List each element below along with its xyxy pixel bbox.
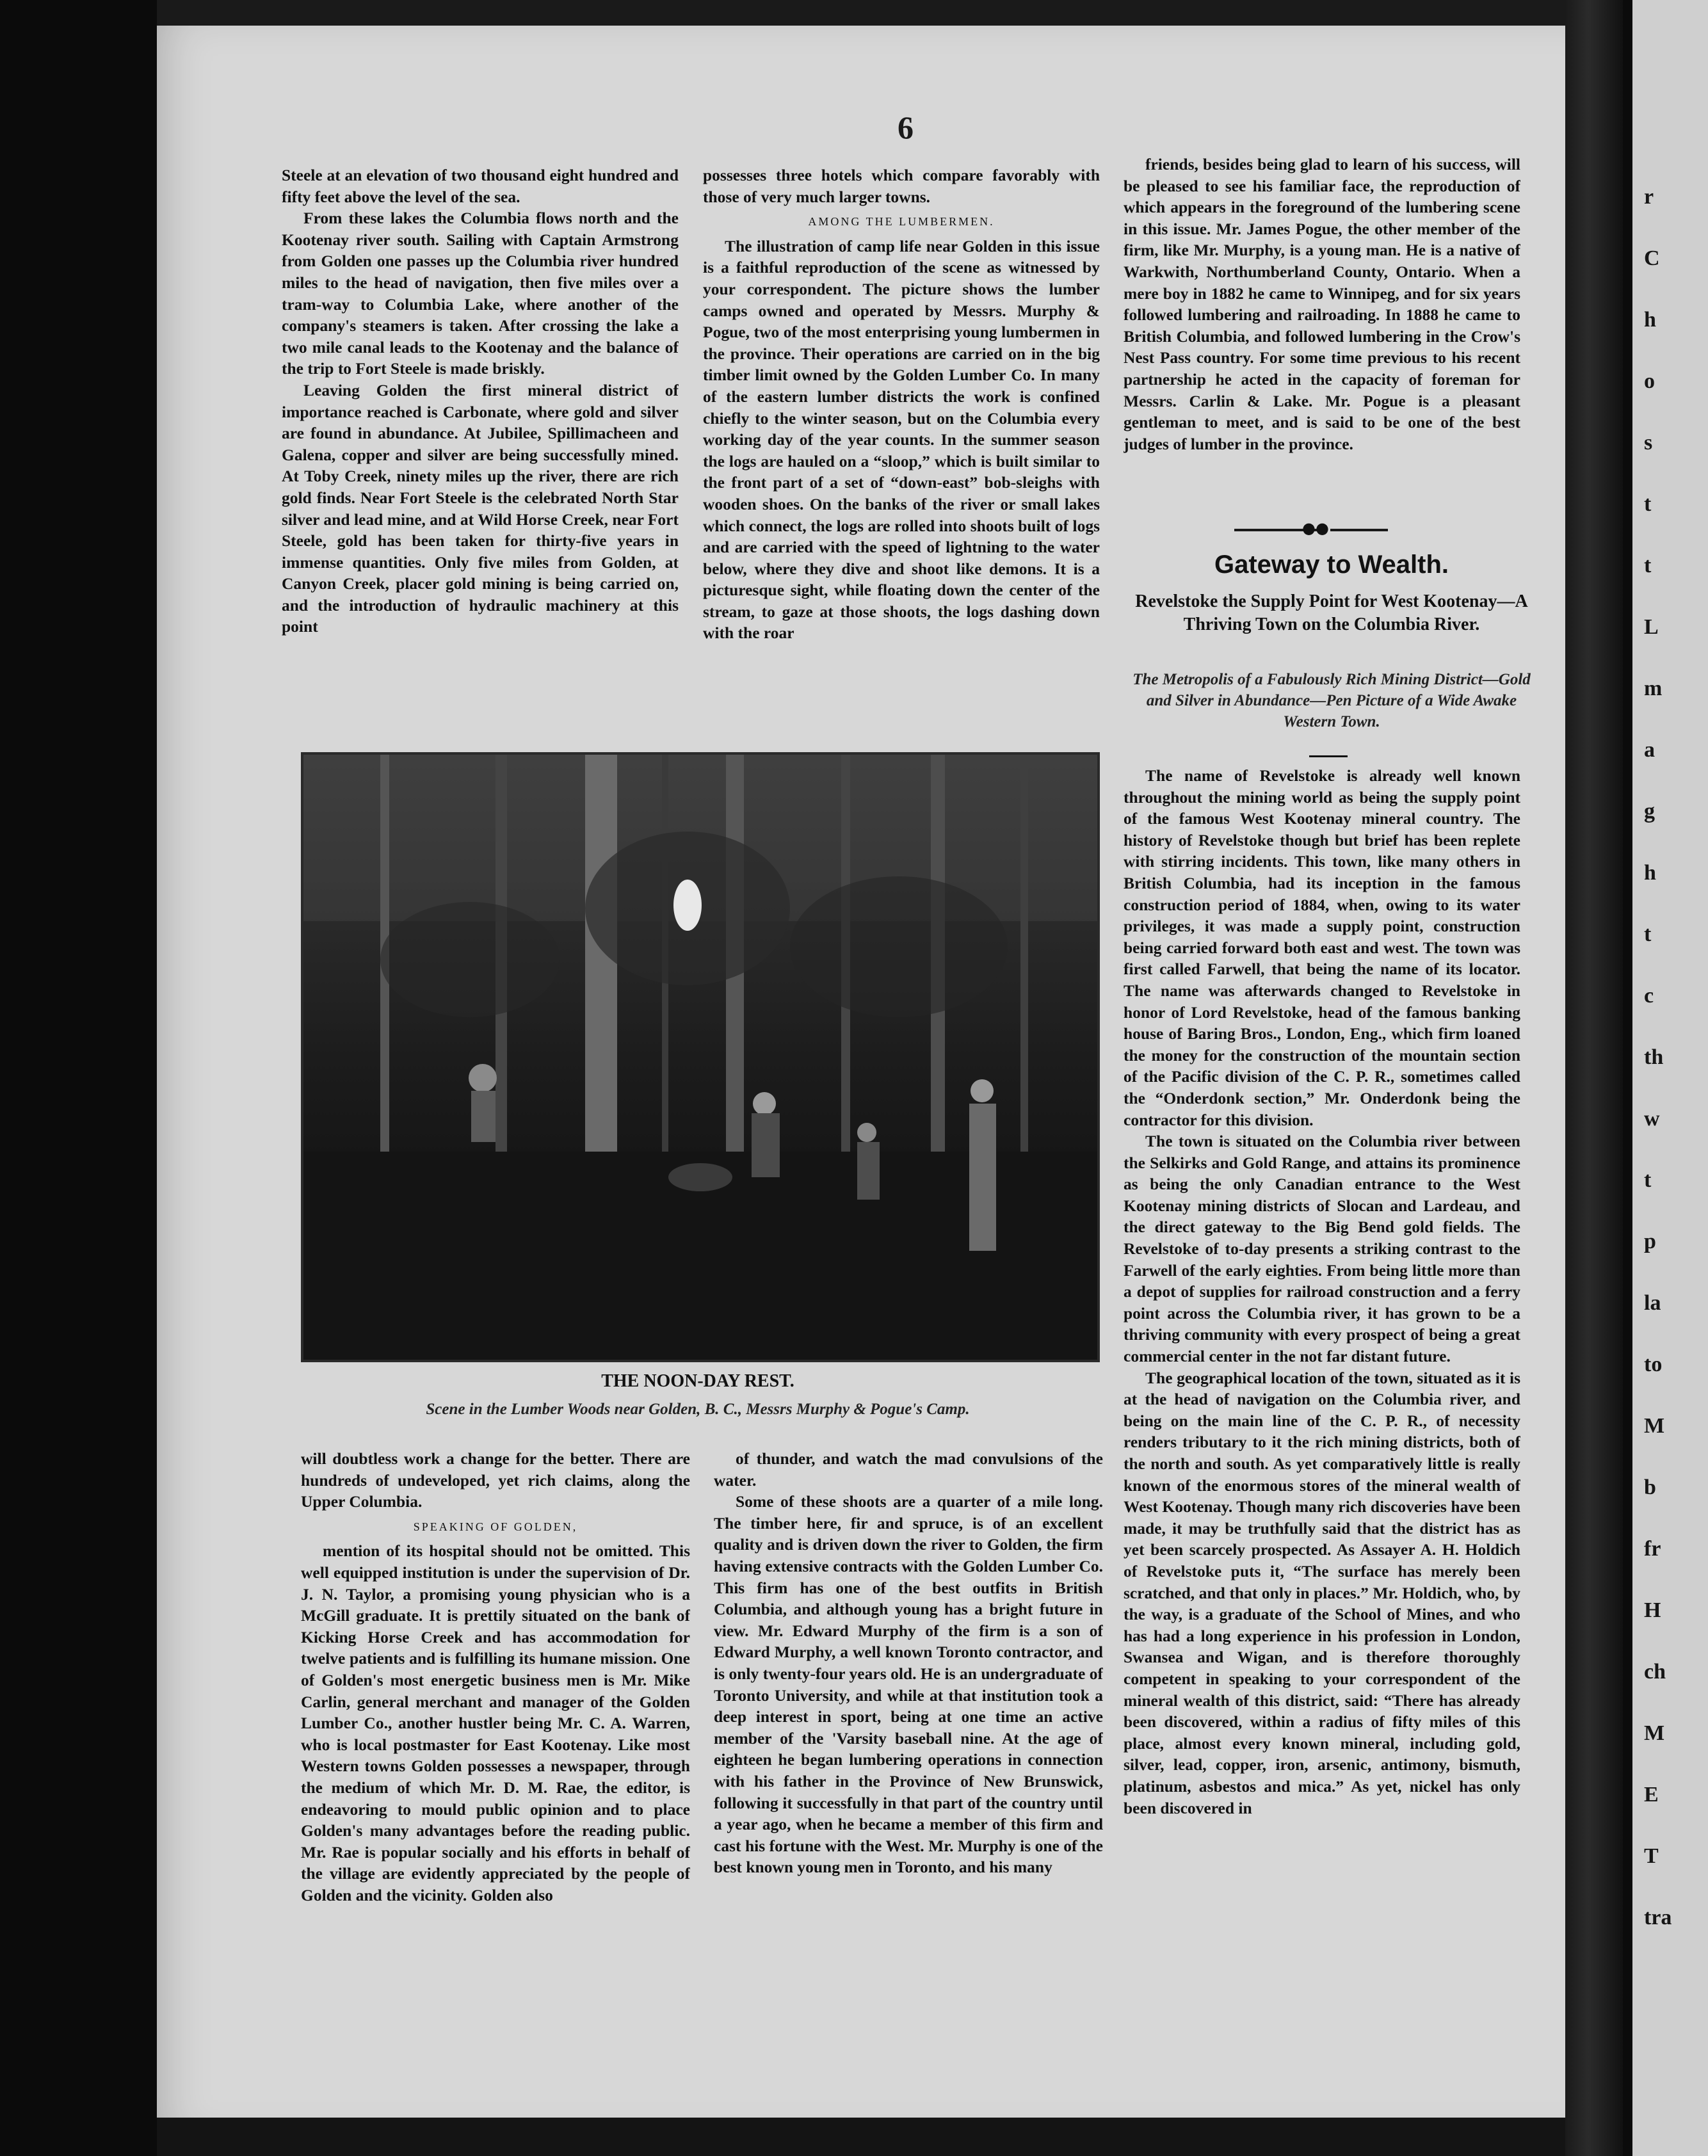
adjacent-page-text: w [1644, 1107, 1660, 1130]
adjacent-page-text: tra [1644, 1906, 1672, 1929]
adjacent-page-text: o [1644, 369, 1655, 393]
adjacent-page-text: fr [1644, 1537, 1661, 1561]
adjacent-page-text: M [1644, 1721, 1665, 1745]
right-column-top [1124, 154, 1520, 499]
bottom-column-1 [301, 1448, 690, 1986]
paragraph: Some of these shoots are a quarter of a mile long. The timber here, fir and spruce, is of an excellent quality and is driven down the river to Golden, the firm having extensive contracts with the Golden Lumber Co. This firm has one of the best outfits in British Columbia, and although young has a bright future in view. Mr. Edward Murphy of the firm is a son of Edward Murphy, a well known Toronto contractor, and is only twenty-four years old. He is an undergraduate of Toronto University, and while at that institution took a deep interest in sport, being at one time an active member of the 'Varsity baseball nine. At the age of eighteen he began lumbering operations in connection with his father in the Province of New Brunswick, following it successfully in that part of the country until a year ago, when he became a member of this firm and cast his fortune with the West. Mr. Murphy is one of the best known young men in Toronto, and his many [714, 1492, 1103, 1877]
section-divider-ornament: ●● [1302, 519, 1329, 537]
adjacent-page-text: C [1644, 246, 1660, 270]
top-column-1 [282, 165, 679, 718]
paragraph: friends, besides being glad to learn of his success, will be pleased to see his familiar face, the reproduction of which appears in the foreground of the lumbering scene in this issue. Mr. James Pogue, the other member of the firm, like Mr. Murphy, is a young man. He is a native of Warkwith, Northumberland County, Ontario. When a mere boy in 1882 he came to Winnipeg, and for six years followed lumbering and railroading. In 1888 he came to British Columbia, and followed lumbering in the Crow's Nest Pass country. For some time previous to his recent partnership he acted in the capacity of foreman for Messrs. Carlin & Lake. Mr. Pogue is a pleasant gentleman to meet, and is said to be one of the best judges of lumber in the province. [1124, 155, 1520, 453]
adjacent-page-text: p [1644, 1230, 1656, 1253]
adjacent-page-text: th [1644, 1045, 1664, 1069]
adjacent-page-text: ch [1644, 1660, 1666, 1684]
paragraph: The town is situated on the Columbia river between the Selkirks and Gold Range, and attains its prominence as being the only Canadian entrance to the West Kootenay mining districts of Slocan and Lardeau, and the direct gateway to the Big Bend gold fields. The Revelstoke of to-day presents a striking contrast to the Farwell of the early eighties. From being little more than a depot of supplies for railroad construction and a ferry point across the Columbia river, it has grown to be a thriving community with every prospect of being a great commercial center in the not far distant future. [1124, 1132, 1520, 1366]
adjacent-page-text: M [1644, 1414, 1665, 1438]
adjacent-page-text: g [1644, 800, 1655, 823]
article-deck: Revelstoke the Supply Point for West Kootenay—A Thriving Town on the Columbia River. [1135, 591, 1528, 634]
adjacent-page-text: h [1644, 308, 1656, 332]
paragraph: Leaving Golden the first mineral district of importance reached is Carbonate, where gold and silver are found in abundance. At Jubilee, Spillimacheen and Galena, copper and silver are being successfully mined. At Toby Creek, ninety miles up the river, there are rich gold finds. Near Fort Steele is the celebrated North Star silver and lead mine, and at Wild Horse Creek, near Fort Steele, gold has been taken for thirty-five years in immense quantities. Only five miles from Golden, at Canyon Creek, placer gold mining is being carried on, and the introduction of hydraulic machinery at this point [282, 380, 679, 636]
adjacent-page-text: a [1644, 738, 1655, 762]
paragraph: The name of Revelstoke is already well known throughout the mining world as being the supply point of the famous West Kootenay mineral country. The history of Revelstoke though but brief has been replete with stirring incidents. This town, like many others in British Columbia, had its inception in the famous construction period of 1884, when, owing to its water privileges, it was made a supply point, construction being carried forward both east and west. The town was first called Farwell, that being the name of its locator. The name was afterwards changed to Revelstoke in honor of Lord Revelstoke, head of the famous banking house of Baring Bros., London, Eng., which firm loaned the money for the construction of the mountain section of the Pacific division of the C. P. R., sometimes called the “Onderdonk section,” Mr. Onderdonk being the contractor for this division. [1124, 766, 1520, 1129]
adjacent-page-text: to [1644, 1353, 1663, 1376]
section-divider [1330, 529, 1388, 531]
paragraph: of thunder, and watch the mad convulsions of the water. [714, 1449, 1103, 1490]
bottom-column-2 [714, 1448, 1103, 1986]
adjacent-page-text: la [1644, 1291, 1661, 1315]
page-bottom-edge [157, 2118, 1623, 2156]
article-headline: Gateway to Wealth. [1214, 551, 1449, 579]
lead-paragraph: will doubtless work a change for the better. There are hundreds of undeveloped, yet rich claims, along the Upper Columbia. [301, 1449, 690, 1511]
lumber-camp-photo [301, 752, 1100, 1362]
paragraph: Steele at an elevation of two thousand eight hundred and fifty feet above the level of the sea. [282, 166, 679, 206]
adjacent-page-text: s [1644, 431, 1653, 455]
page-gutter [1565, 0, 1623, 2156]
page-number: 6 [898, 109, 914, 145]
adjacent-page-text: H [1644, 1598, 1661, 1622]
adjacent-page-text: L [1644, 615, 1659, 639]
paragraph: The geographical location of the town, situated as it is at the head of navigation on the Columbia river, and being on the main line of the C. P. R., of necessity renders tributary to it the rich mining districts, both of the north and south. As yet comparatively little is really known of the enormous stores of the mineral wealth of West Kootenay. Though many rich discoveries have been made, it may be truthfully said that the district has as yet been scarcely prospected. As Assayer A. H. Holdich of Revelstoke puts it, “The surface has merely been scratched, and that only in places.” Mr. Holdich, who, by the way, is a graduate of the School of Mines, and who has had a long experience in his profession in London, Swansea and Wigan, and is therefore thoroughly competent in speaking to your correspondent of the mineral wealth of this district, said: “There has already been discovered, within a radius of fifty miles of this place, almost every known mineral, including gold, silver, lead, copper, iron, arsenic, antimony, bismuth, platinum, asbestos and mica.” As yet, nickel has only been discovered in [1124, 1368, 1520, 1817]
adjacent-page-edge [1632, 0, 1708, 2156]
section-subhead: AMONG THE LUMBERMEN. [808, 215, 995, 229]
paragraph: The illustration of camp life near Golden in this issue is a faithful reproduction of the scene as witnessed by your correspondent. The picture shows the lumber camps owned and operated by Messrs. Murphy & Pogue, two of the most enterprising young lumbermen in the province. Their operations are carried on in the big timber limit owned by the Golden Lumber Co. In many of the eastern lumber districts the work is confined chiefly to the winter season, but on the Columbia every working day of the year counts. In the summer season the logs are hauled on a “sloop,” which is built similar to the front part of a set of “down-east” bob-sleighs with wooden shoes. On the banks of the river or small lakes which connect, the logs are rolled into shoots built of logs and are carried with the speed of lightning to the water below, where they dive and shoot like demons. It is a picturesque sight, while floating down the center of the stream, to gaze at those shoots, the logs dashing down with the roar [703, 236, 1100, 643]
adjacent-page-text: t [1644, 1168, 1652, 1192]
adjacent-page-text: h [1644, 861, 1656, 885]
photo-caption-title: THE NOON-DAY REST. [601, 1371, 794, 1391]
forest-scene-image [303, 755, 1097, 1360]
adjacent-page-text: T [1644, 1844, 1659, 1868]
lead-paragraph: possesses three hotels which compare favorably with those of very much larger towns. [703, 166, 1100, 206]
adjacent-page-text: t [1644, 922, 1652, 946]
paragraph: From these lakes the Columbia flows north and the Kootenay river south. Sailing with Captain Armstrong from Golden one passes up the Columbia river hundred miles to the head of navigation, then five miles over a tram-way to Columbia Lake, where another of the company's steamers is taken. After crossing the lake a two mile canal leads to the Kootenay and the balance of the trip to Fort Steele is made briskly. [282, 209, 679, 378]
page-top-edge [157, 0, 1623, 26]
headline-rule [1309, 755, 1348, 757]
article-body [1124, 765, 1520, 1949]
adjacent-page-text: c [1644, 984, 1654, 1008]
paragraph: mention of its hospital should not be omitted. This well equipped institution is under the supervision of Dr. J. N. Taylor, a promising young physician who is a McGill graduate. It is prettily situated on the bank of Kicking Horse Creek and has accommodation for twelve patients and is fulfilling its humane mission. One of Golden's most energetic business men is Mr. Mike Carlin, general merchant and manager of the Golden Lumber Co., another hustler being Mr. C. A. Warren, who is local postmaster for East Kootenay. Like most Western towns Golden possesses a newspaper, through the medium of which Mr. D. M. Rae, the editor, is endeavoring to mould public opinion and to place Golden's many advantages before the reading public. Mr. Rae is popular socially and his efforts in behalf of the village are evidently appreciated by the people of Golden and the vicinity. Golden also [301, 1541, 690, 1904]
adjacent-page-text: t [1644, 554, 1652, 577]
top-column-2 [703, 165, 1100, 718]
article-subdeck: The Metropolis of a Fabulously Rich Mining District—Gold and Silver in Abundance—Pen Picture of a Wide Awake Western Town. [1132, 671, 1531, 730]
adjacent-page-text: m [1644, 677, 1663, 700]
photo-caption-subtitle: Scene in the Lumber Woods near Golden, B. C., Messrs Murphy & Pogue's Camp. [426, 1401, 970, 1418]
adjacent-page-text: r [1644, 185, 1654, 209]
adjacent-page-text: E [1644, 1783, 1659, 1806]
section-subhead: SPEAKING OF GOLDEN, [413, 1520, 578, 1533]
adjacent-page-text: t [1644, 492, 1652, 516]
adjacent-page-text: b [1644, 1476, 1656, 1499]
